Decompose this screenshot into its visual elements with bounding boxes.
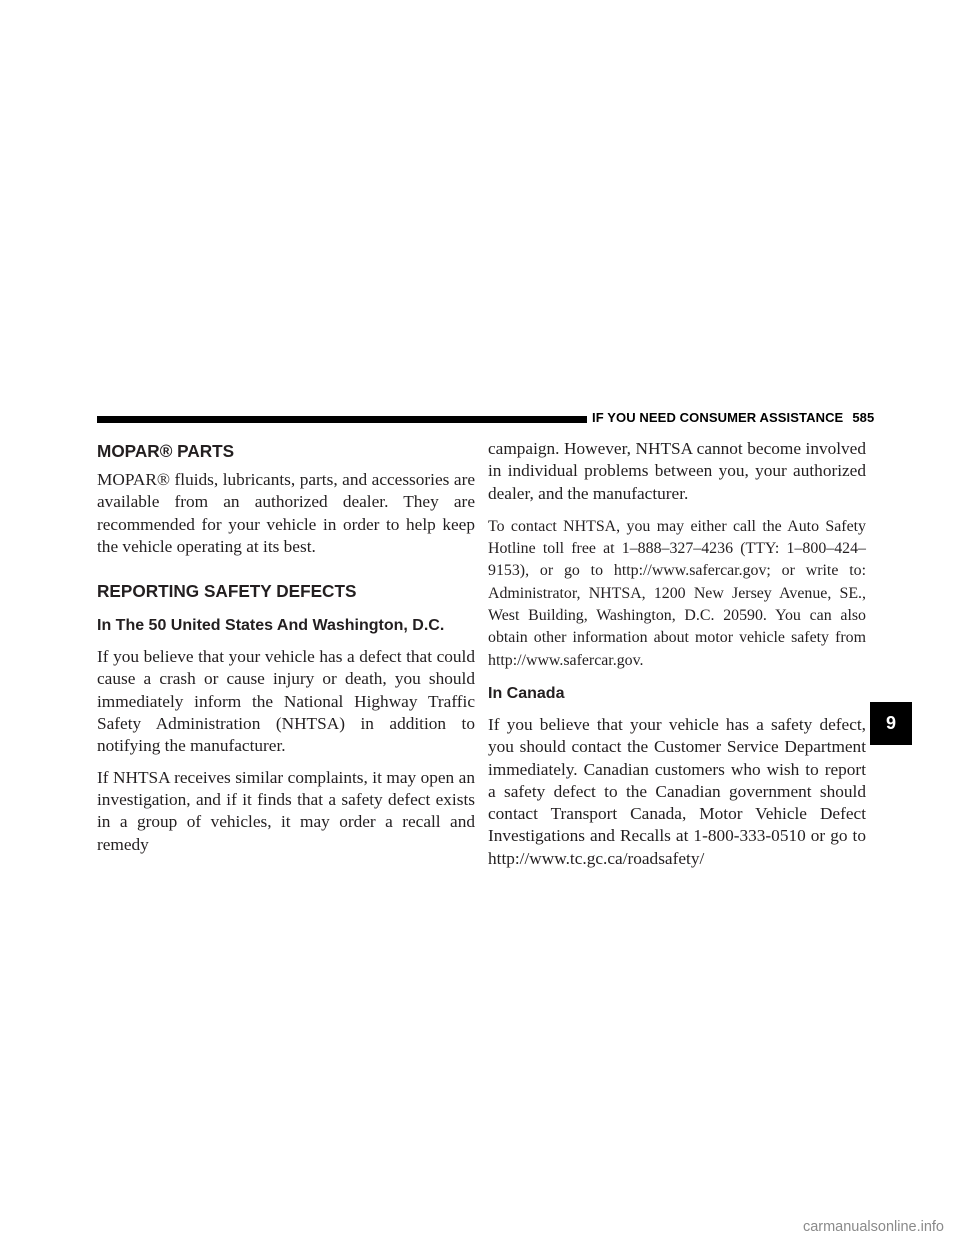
mopar-parts-heading: MOPAR® PARTS [97, 441, 235, 461]
reporting-safety-defects-heading: REPORTING SAFETY DEFECTS [97, 581, 357, 602]
chapter-tab: 9 [870, 702, 912, 745]
nhtsa-contact-paragraph: To contact NHTSA, you may either call the Auto Safety Hotline toll free at 1–888–327–4236 (TTY: 1–800–424–9153), or go to http://www.safercar.gov; or write to: Administrator, NHTSA, 1200 New Jersey Avenue, SE., West Building, Washington, D.C. 20590. You can also obtain other information about motor vehicle safety from http://www.safercar.gov. [488, 517, 866, 669]
continued-paragraph: campaign. However, NHTSA cannot become involved in individual problems between you, your authorized dealer, and the manufacturer. [488, 439, 866, 503]
canada-paragraph: If you believe that your vehicle has a safety defect, you should contact the Customer Service Department immediately. Canadian customers who wish to report a safety defect to the Canadian government should contact Transport Canada, Motor Vehicle Defect Investigations and Recalls at 1-800-333-0510 or go to http://www.tc.gc.ca/roadsafety/ [488, 714, 866, 868]
right-column [488, 438, 866, 870]
section-title: IF YOU NEED CONSUMER ASSISTANCE [592, 410, 844, 425]
header-rule [97, 416, 587, 423]
watermark-text: carmanualsonline.info [802, 1219, 944, 1235]
us-paragraph-1: If you believe that your vehicle has a defect that could cause a crash or cause injury or death, you should immediately inform the National Highway Traffic Safety Administration (NHTSA) in addition to notifying the manufacturer. [97, 647, 475, 756]
mopar-parts-text: MOPAR® fluids, lubricants, parts, and accessories are available from an authorized dealer. They are recommended for your vehicle in order to help keep the vehicle operating at its best. [97, 470, 475, 556]
running-head [592, 409, 875, 427]
us-subheading: In The 50 United States And Washington, D.C. [97, 617, 445, 635]
canada-subheading: In Canada [488, 684, 565, 702]
us-paragraph-2: If NHTSA receives similar complaints, it may open an investigation, and if it finds that a safety defect exists in a group of vehicles, it may order a recall and remedy [97, 767, 475, 854]
page-number: 585 [852, 410, 875, 425]
left-column [97, 440, 475, 856]
